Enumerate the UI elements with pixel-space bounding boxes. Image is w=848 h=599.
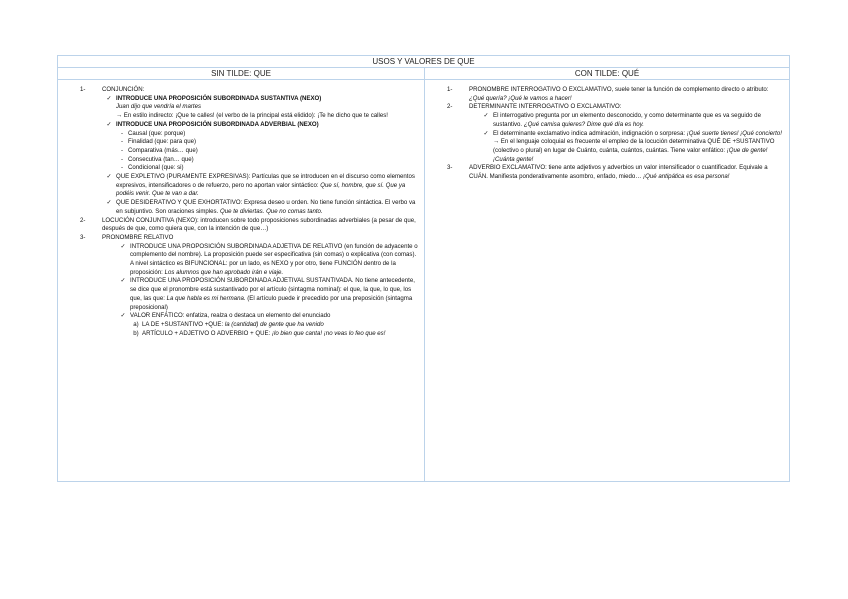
sub-desiderativo: ✓ QUE DESIDERATIVO Y QUE EXHORTATIVO: Expresa deseo u orden. No tiene función sintáctica. El verbo va en subjuntivo. Son oraciones simples. Que te diviertas. Que no comas tanto.	[102, 199, 418, 216]
check-icon: ✓	[120, 242, 126, 250]
list-item: b) ARTÍCULO + ADJETIVO O ADVERBIO + QUE: ¡lo bien que canta! ¡no veas lo feo que es!	[133, 329, 386, 337]
sub-interrogativo: ✓ El interrogativo pregunta por un elemento desconocido, y como determinante que es va seguido de sustantivo. ¿Qué camisa quieres? Dime qué día es hoy.	[479, 112, 783, 129]
item-conjuncion: 1- CONJUNCIÓN: ✓ INTRODUCE UNA PROPOSICIÓN SUBORDINADA SUSTANTIVA (NEXO) Juan dijo que vendría el martes → En estilo indirecto: ¡Que te calles! (el verbo de la principal está elidido): ¡Te he dicho que te calles! ✓ INTRODUCE UNA PROPOSICIÓN SUBORDINADA ADVERBIAL (NEXO) - Causal (que: porque) - Finalidad (que: para que) - Comparativa (más… que) - Consecutiva (tan… que) - Condicional (que: si) ✓ QUE EXPLETIVO (PURAMENTE EXPRESIVAS): Partículas que se introducen en el discurso como elementos expresivos, intensificadores o de refuerzo, pero no aportan valor sintáctico: Que sí, hombre, que sí. Que ya podéis venir. Que te van a dar. ✓ QUE DESIDERATIVO Y QUE EXHORTATIVO: Expresa deseo u orden. No tiene función sintáctica. El verbo va en subjuntivo. Son oraciones simples. Que te diviertas. Que no comas tanto.	[80, 86, 418, 217]
list-item: - Causal (que: porque)	[120, 129, 186, 137]
table-title: USOS Y VALORES DE QUE	[58, 56, 789, 68]
sub-adjetiva: ✓ INTRODUCE UNA PROPOSICIÓN SUBORDINADA ADJETIVA DE RELATIVO (en función de adyacente o complemento del nombre). La proposición puede ser especificativa (sin comas) o explicativa (con comas). A nivel sintáctico es BIFUNCIONAL: por un lado, es NEXO y por otro, tiene FUNCIÓN dentro de la proposición: Los alumnos que han aprobado irán e viaje.	[116, 243, 418, 278]
item-determinante: 2- DETERMINANTE INTERROGATIVO O EXCLAMATIVO: ✓ El interrogativo pregunta por un elemento desconocido, y como determinante que es va seguido de sustantivo. ¿Qué camisa quieres? Dime qué día es hoy. ✓ El determinante exclamativo indica admiración, indignación o sorpresa: ¡Qué suerte tienes! ¡Qué concierto! → En el lenguaje coloquial es frecuente el empleo de la locución determinativa QUÉ DE +SUSTANTIVO (colectivo o plural) en lugar de Cuánto, cuánta, cuántos, cuántas. Tiene valor enfático: ¡Que de gente! ¡Cuánta gente!	[447, 103, 782, 163]
check-icon: ✓	[120, 277, 126, 285]
list-item: a) LA DE +SUSTANTIVO +QUE: la (cantidad) de gente que ha venido	[133, 320, 324, 328]
item-locucion: 2- LOCUCIÓN CONJUNTIVA (NEXO): introducen sobre todo proposiciones subordinadas adverbiales (a pesar de que, después de que, como quiera que, con la intención de que…)	[80, 216, 416, 233]
item-adverbio-exclamativo: 3- ADVERBIO EXCLAMATIVO: tiene ante adjetivos y adverbios un valor intensificador o cuantificador. Equivale a CUÁN. Manifiesta ponderativamente asombro, enfado, miedo… ¡Qué antipática es esa persona!	[447, 164, 768, 181]
list-item: - Condicional (que: si)	[120, 164, 184, 172]
sin-tilde-column	[58, 80, 425, 482]
item-label: CONJUNCIÓN:	[102, 86, 145, 93]
check-icon: ✓	[120, 312, 126, 320]
sub-sustantivada: ✓ INTRODUCE UNA PROPOSICIÓN SUBORDINADA ADJETIVAL SUSTANTIVADA. No tiene antecedente, se dice que el pronombre está sustantivado por el artículo (sintagma nominal): el que, la que, lo que, los que, las que: La que habla es mi hermana. (El artículo puede ir precedido por una preposición (sintagma preposicional)	[116, 277, 418, 312]
check-icon: ✓	[106, 94, 112, 102]
check-icon: ✓	[106, 120, 112, 128]
sub-expletivo: ✓ QUE EXPLETIVO (PURAMENTE EXPRESIVAS): Partículas que se introducen en el discurso como elementos expresivos, intensificadores o de refuerzo, pero no aportan valor sintáctico: Que sí, hombre, que sí. Que ya podéis venir. Que te van a dar.	[102, 173, 418, 199]
item-label: DETERMINANTE INTERROGATIVO O EXCLAMATIVO:	[469, 103, 622, 111]
item-pronombre-interrogativo: 1- PRONOMBRE INTERROGATIVO O EXCLAMATIVO, suele tener la función de complemento directo o atributo: ¿Qué quería? ¡Qué le vamos a hacer!	[447, 86, 769, 102]
item-pronombre-relativo: 3- PRONOMBRE RELATIVO ✓ INTRODUCE UNA PROPOSICIÓN SUBORDINADA ADJETIVA DE RELATIVO (en función de adyacente o complemento del nombre). La proposición puede ser especificativa (sin comas) o explicativa (con comas). A nivel sintáctico es BIFUNCIONAL: por un lado, es NEXO y por otro, tiene FUNCIÓN dentro de la proposición: Los alumnos que han aprobado irán e viaje. ✓ INTRODUCE UNA PROPOSICIÓN SUBORDINADA ADJETIVAL SUSTANTIVADA. No tiene antecedente, se dice que el pronombre está sustantivado por el artículo (sintagma nominal): el que, la que, lo que, los que, las que: La que habla es mi hermana. (El artículo puede ir precedido por una preposición (sintagma preposicional) ✓ VALOR ENFÁTICO: enfatiza, realza o destaca un elemento del enunciado a) LA DE +SUSTANTIVO +QUE: la (cantidad) de gente que ha venido b) ARTÍCULO + ADJETIVO O ADVERBIO + QUE: ¡lo bien que canta! ¡no veas lo feo que es!	[80, 233, 418, 337]
check-icon: ✓	[106, 199, 112, 207]
sub-adverbial: ✓ INTRODUCE UNA PROPOSICIÓN SUBORDINADA ADVERBIAL (NEXO) - Causal (que: porque) - Finalidad (que: para que) - Comparativa (más… que) - Consecutiva (tan… que) - Condicional (que: si)	[102, 121, 418, 173]
sub-exclamativo: ✓ El determinante exclamativo indica admiración, indignación o sorpresa: ¡Qué suerte tienes! ¡Qué concierto! → En el lenguaje coloquial es frecuente el empleo de la locución determinativa QUÉ DE +SUSTANTIVO (colectivo o plural) en lugar de Cuánto, cuánta, cuántos, cuántas. Tiene valor enfático: ¡Que de gente! ¡Cuánta gente!	[479, 130, 783, 165]
sub-enfatico: ✓ VALOR ENFÁTICO: enfatiza, realza o destaca un elemento del enunciado a) LA DE +SUSTANTIVO +QUE: la (cantidad) de gente que ha venido b) ARTÍCULO + ADJETIVO O ADVERBIO + QUE: ¡lo bien que canta! ¡no veas lo feo que es!	[116, 312, 418, 338]
item-label: PRONOMBRE RELATIVO	[102, 233, 174, 241]
arrow-icon: →	[116, 112, 123, 120]
list-item: - Comparativa (más… que)	[120, 146, 198, 154]
header-sin-tilde: SIN TILDE: QUE	[58, 68, 425, 79]
table-body	[58, 80, 789, 482]
sub-sustantiva: ✓ INTRODUCE UNA PROPOSICIÓN SUBORDINADA SUSTANTIVA (NEXO) Juan dijo que vendría el martes → En estilo indirecto: ¡Que te calles! (el verbo de la principal está elidido): ¡Te he dicho que te calles!	[102, 95, 418, 121]
header-con-tilde: CON TILDE: QUÉ	[574, 69, 640, 78]
column-headers	[58, 68, 789, 80]
check-icon: ✓	[483, 112, 489, 120]
check-icon: ✓	[106, 173, 112, 181]
con-tilde-column	[425, 80, 789, 482]
list-item: - Consecutiva (tan… que)	[120, 155, 194, 163]
list-item: - Finalidad (que: para que)	[120, 138, 197, 146]
uses-table	[57, 55, 790, 482]
arrow-icon: →	[493, 138, 500, 146]
check-icon: ✓	[483, 129, 489, 137]
